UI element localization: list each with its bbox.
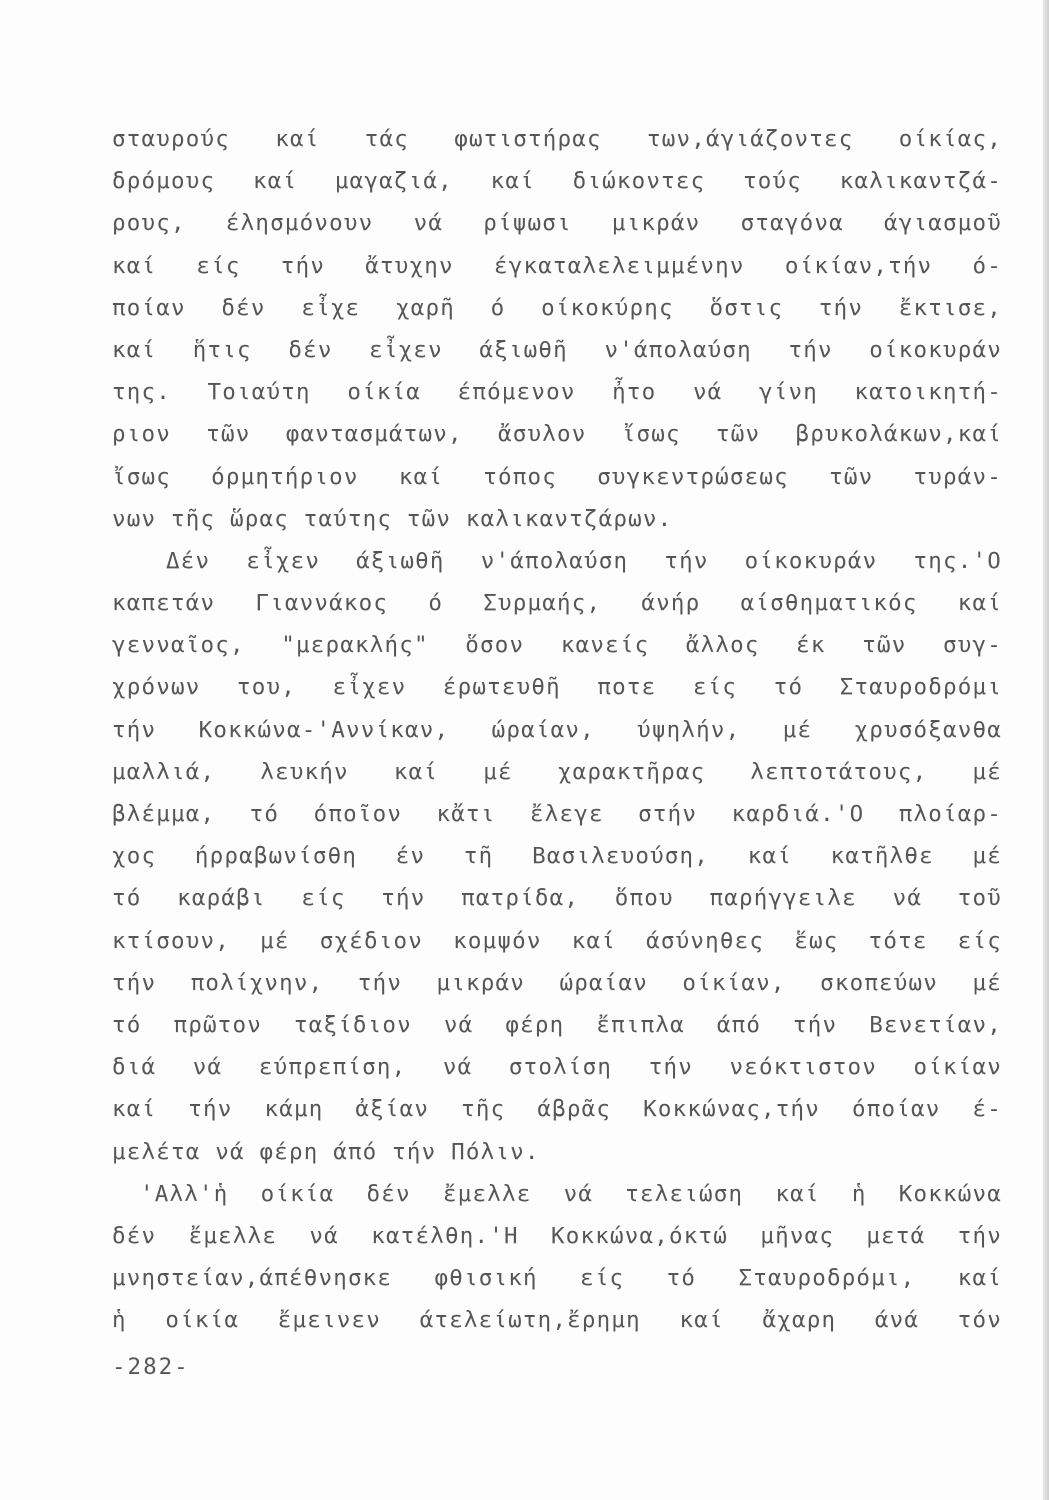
text-line: καί είς τήν ἄτυχην έγκαταλελειμμένην οίκίαν,τήν ό-	[112, 252, 1002, 279]
text-line: τό πρῶτον ταξίδιον νά φέρη ἔπιπλα άπό τήν Βενετίαν,	[112, 1011, 1002, 1038]
page-number: -282-	[112, 1354, 190, 1380]
text-line: καπετάν Γιαννάκος ό Συρμαής, άνήρ αίσθηματικός καί	[112, 590, 1002, 617]
text-line: ἡ οίκία ἔμεινεν άτελείωτη,ἔρημη καί ἄχαρη άνά τόν	[112, 1307, 1002, 1334]
text-line: σταυρούς καί τάς φωτιστήρας των,άγιάζοντες οίκίας,	[112, 126, 1002, 152]
text-line: καί τήν κάμη ἀξίαν τῆς άβρᾶς Κοκκώνας,τήν όποίαν έ-	[112, 1096, 1002, 1123]
text-line: ποίαν δέν εἶχε χαρῆ ό οίκοκύρης ὅστις τήν ἔκτισε,	[112, 294, 1002, 321]
text-line: μελέτα νά φέρη άπό τήν Πόλιν.	[112, 1138, 540, 1165]
text-line: νων τῆς ὥρας ταύτης τῶν καλικαντζάρων.	[112, 505, 673, 532]
text-line: διά νά εύπρεπίση, νά στολίση τήν νεόκτιστον οίκίαν	[112, 1054, 1002, 1081]
text-line: τό καράβι είς τήν πατρίδα, ὅπου παρήγγειλε νά τοῦ	[112, 885, 1002, 912]
text-line: γενναῖος, "μερακλής" ὅσον κανείς ἄλλος έκ τῶν συγ-	[112, 632, 1002, 659]
text-line: μνηστείαν,άπέθνησκε φθισική είς τό Σταυροδρόμι, καί	[112, 1265, 1002, 1292]
text-line: καί ἥτις δέν εἶχεν άξιωθῆ ν'άπολαύση τήν οίκοκυράν	[112, 336, 1002, 363]
text-line: μαλλιά, λευκήν καί μέ χαρακτῆρας λεπτοτάτους, μέ	[112, 758, 1002, 785]
text-line: χρόνων του, εἶχεν έρωτευθῆ ποτε είς τό Σταυροδρόμι	[112, 674, 1002, 701]
text-line: χος ήρραβωνίσθη έν τῆ Βασιλευούση, καί κατῆλθε μέ	[112, 843, 1002, 870]
text-line: της. Τοιαύτη οίκία έπόμενον ἦτο νά γίνη κατοικητή-	[112, 379, 1002, 406]
text-line: ριον τῶν φαντασμάτων, ἄσυλον ἴσως τῶν βρυκολάκων,καί	[112, 421, 1002, 448]
text-line: τήν πολίχνην, τήν μικράν ώραίαν οίκίαν, σκοπεύων μέ	[112, 969, 1002, 996]
text-line: τήν Κοκκώνα-'Αννίκαν, ώραίαν, ύψηλήν, μέ χρυσόξανθα	[112, 716, 1002, 743]
text-line: ἴσως όρμητήριον καί τόπος συγκεντρώσεως τῶν τυράν-	[112, 463, 1002, 490]
text-line: κτίσουν, μέ σχέδιον κομψόν καί άσύνηθες ἕως τότε είς	[112, 927, 1002, 954]
text-line: δέν ἔμελλε νά κατέλθη.'Η Κοκκώνα,όκτώ μῆνας μετά τήν	[112, 1222, 1002, 1249]
text-line: ρους, έλησμόνουν νά ρίψωσι μικράν σταγόνα άγιασμοῦ	[112, 210, 1002, 237]
page-edge-shadow	[1043, 0, 1049, 1500]
text-line: βλέμμα, τό όποῖον κἄτι ἔλεγε στήν καρδιά.'Ο πλοίαρ-	[112, 801, 1002, 827]
text-line-indented: 'Αλλ'ἡ οίκία δέν ἔμελλε νά τελειώση καί ἡ Κοκκώνα	[140, 1180, 1002, 1207]
text-line: δρόμους καί μαγαζιά, καί διώκοντες τούς καλικαντζά-	[112, 168, 1002, 195]
body-text	[112, 118, 1002, 1341]
text-line-indented: Δέν εἶχεν άξιωθῆ ν'άπολαύση τήν οίκοκυράν της.'Ο	[166, 547, 1002, 574]
